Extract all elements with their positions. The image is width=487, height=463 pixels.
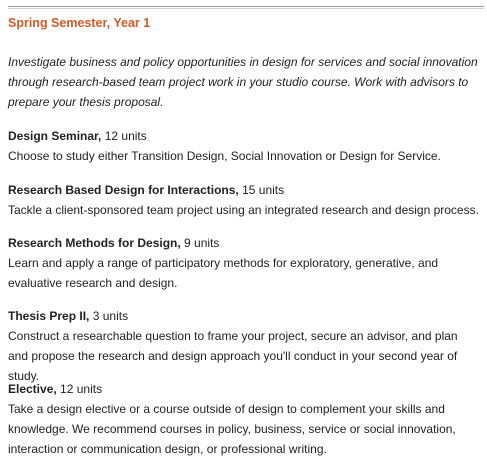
course-description: Take a design elective or a course outside of design to complement your skills and knowledge. We recommend courses in policy, business, service or social innovation, interaction or communication design, or professional writing. [8,402,456,456]
course-units: 9 units [180,236,220,250]
course-name: Elective, [8,382,57,396]
course-name: Research Based Design for Interactions, [8,183,239,197]
course-heading [8,379,480,399]
course-thesis-prep [8,306,480,386]
course-units: 15 units [238,183,285,197]
course-name: Thesis Prep II, [8,309,90,323]
course-description: Construct a researchable question to frame your project, secure an advisor, and plan and propose the research and design approach you'll conduct in your second year of study. [8,329,458,383]
course-description: Tackle a client-sponsored team project using an integrated research and design process. [8,203,479,217]
course-description: Choose to study either Transition Design, Social Innovation or Design for Service. [8,149,441,163]
course-research-based-design [8,180,480,220]
section-divider-shadow [8,8,484,9]
course-heading [8,180,480,200]
course-name: Research Methods for Design, [8,236,181,250]
course-design-seminar [8,126,480,166]
course-research-methods [8,233,480,293]
course-units: 12 units [101,129,147,143]
course-name: Design Seminar, [8,129,102,143]
semester-intro: Investigate business and policy opportunities in design for services and social innovation through research-based team project work in your studio course. Work with advisors to prepare your thesis proposal. [8,55,478,109]
course-units: 3 units [89,309,129,323]
course-heading [8,126,480,146]
course-elective [8,379,480,459]
course-description: Learn and apply a range of participatory methods for exploratory, generative, and evaluative research and design. [8,256,439,290]
course-heading [8,306,480,326]
section-divider [8,6,484,7]
semester-title: Spring Semester, Year 1 [8,16,151,30]
course-heading [8,233,480,253]
course-units: 12 units [56,382,103,396]
